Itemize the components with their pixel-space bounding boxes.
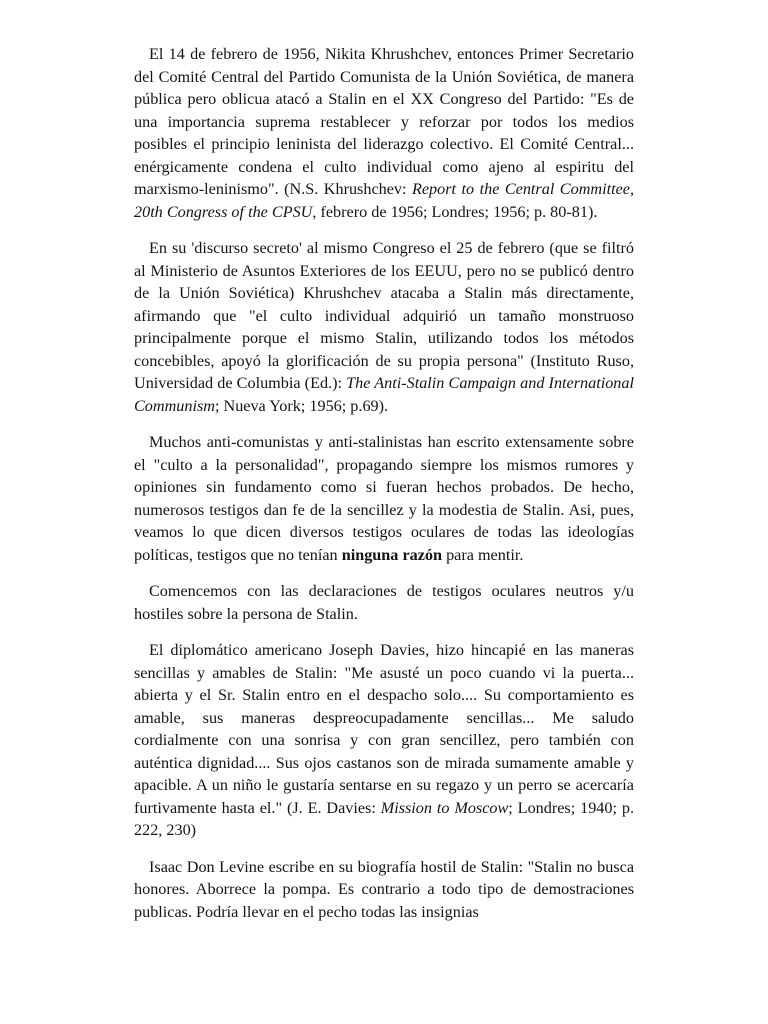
text-run: El 14 de febrero de 1956, Nikita Khrushchev, entonces Primer Secretario del Comité Central del Partido Comunista de la Unión Soviética, de manera pública pero oblicua atacó a Stalin en el XX Congreso del Partido: "Es de una importancia suprema restablecer y reforzar por todos los medios posibles el principio leninista del liderazgo colectivo. El Comité Central... enérgicamente condena el culto individual como ajeno al espiritu del marxismo-leninismo". (N.S. Khrushchev: [134,45,634,198]
paragraph [134,237,634,417]
text-run: El diplomático americano Joseph Davies, hizo hincapié en las maneras sencillas y amables de Stalin: "Me asusté un poco cuando vi la puerta... abierta y el Sr. Stalin entro en el despacho solo.... Su comportamiento es amable, sus maneras despreocupadamente sencillas... Me saludo cordialmente con una sonrisa y con gran sencillez, pero también con auténtica dignidad.... Sus ojos castanos son de mirada sumamente amable y apacible. A un niño le gustaría sentarse en su regazo y un perro se acercaría furtivamente hasta el." (J. E. Davies: [134,641,634,817]
text-run: Muchos anti-comunistas y anti-stalinistas han escrito extensamente sobre el "culto a la personalidad", propagando siempre los mismos rumores y opiniones sin fundamento como si fueran hechos probados. De hecho, numerosos testigos dan fe de la sencillez y la modestia de Stalin. Asi, pues, veamos lo que dicen diversos testigos oculares de todas las ideologías políticas, testigos que no tenían [134,433,634,564]
italic-citation: The Anti-Stalin Campaign and International Communism [134,374,634,415]
paragraph [134,431,634,566]
text-run: , febrero de 1956; Londres; 1956; p. 80-81). [312,202,598,221]
text-run: Comencemos con las declaraciones de testigos oculares neutros y/u hostiles sobre la persona de Stalin. [134,582,634,623]
text-run: ; Nueva York; 1956; p.69). [214,396,389,415]
italic-citation: Mission to Moscow [380,798,509,817]
bold-emphasis: ninguna razón [341,545,443,564]
text-run: ; Londres; 1940; p. 222, 230) [134,798,634,839]
paragraph [134,43,634,223]
text-run: En su 'discurso secreto' al mismo Congreso el 25 de febrero (que se filtró al Ministerio de Asuntos Exteriores de los EEUU, pero no se publicó dentro de la Unión Soviética) Khrushchev atacaba a Stalin más directamente, afirmando que "el culto individual adquirió un tamaño monstruoso principalmente porque el mismo Stalin, utilizando todos los métodos concebibles, apoyó la glorificación de su propia persona" (Instituto Ruso, Universidad de Columbia (Ed.): [134,239,634,392]
italic-citation: Report to the Central Committee, 20th Congress of the CPSU [134,180,634,221]
document-page [134,43,634,937]
paragraph [134,580,634,625]
text-run: para mentir. [442,545,524,564]
text-run: Isaac Don Levine escribe en su biografía hostil de Stalin: "Stalin no busca honores. Aborrece la pompa. Es contrario a todo tipo de demostraciones publicas. Podría llevar en el pecho todas las insignias [134,857,634,921]
paragraph [134,856,634,924]
paragraph [134,639,634,842]
